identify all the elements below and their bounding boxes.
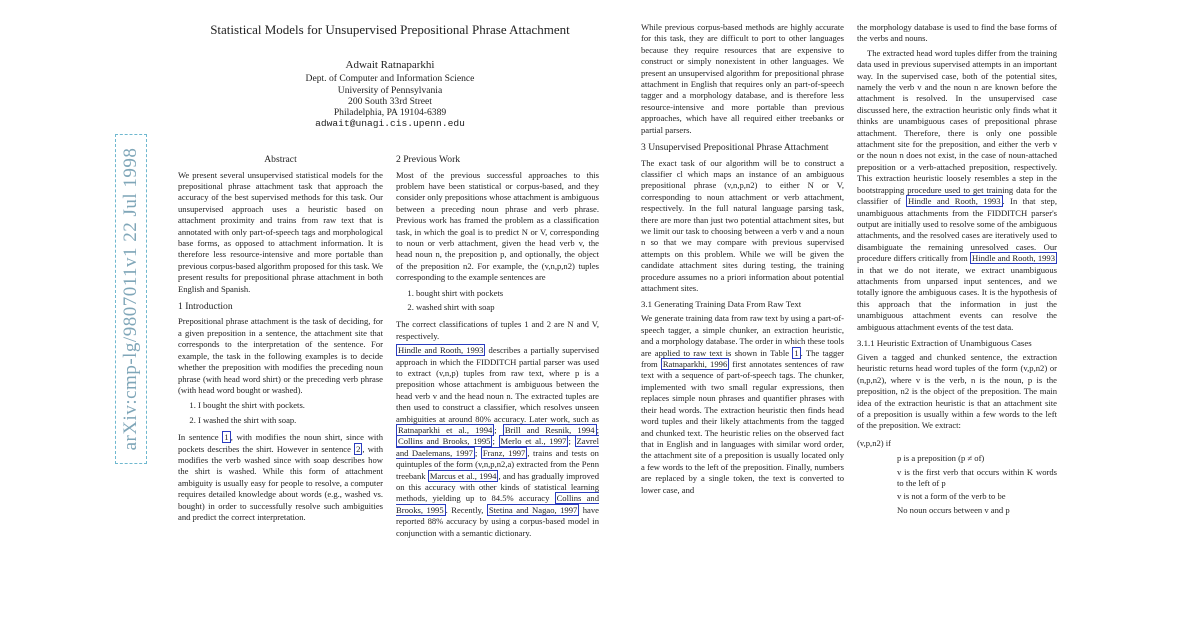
abstract-heading: Abstract	[264, 154, 297, 165]
citation-link[interactable]: Hindle and Rooth, 1993	[972, 253, 1056, 264]
citation-link[interactable]: Franz, 1997	[482, 447, 526, 458]
previous-paragraph-3: Hindle and Rooth, 1993 describes a partially supervised approach in which the FIDDITCH partial parser was used to extract (v,n,p) tuples from raw text, where p is a preposition whose attachment is ambiguous between the head verb v and the head noun n. The extracted tuples are then used to construct a classifier, which resolves unseen ambiguities at around 80% accuracy. Later work, such as Ratnaparkhi et al., 1994 ; Brill and Resnik, 1994 ; Collins and Brooks, 1995 ; Merlo et al., 1997 ; Zavrel and Daelemans, 1997 ; Franz, 1997 , trains and tests on quintuples of the form (v,n,p,n2,a) extracted from the Penn treebank Marcus et al., 1994 , and has gradually improved on this accuracy with other kinds of statistical learning methods, yielding up to 84.5% accuracy Collins and Brooks, 1995 . Recently, Stetina and Nagao, 1997 have reported 88% accuracy by using a corpus-based model in conjunction with a semantic dictionary.	[396, 345, 600, 538]
arxiv-id: arXiv:cmp-lg/9807011v1 22 Jul 1998	[120, 147, 141, 451]
previous-paragraph-1: Most of the previous successful approaches to this problem have been statistical or corpus-based, and they consider only prepositions whose attachment is ambiguous between a preceding noun phrase and verb phrase. Previous work has framed the problem as a classification task, in which the goal is to predict N or V, corresponding to noun or verb attachment, given the head verb v, the head noun n, the preposition p, and optionally, the object of the preposition n2. For example, the (v,n,p,n2) tuples corresponding to the example sentences are	[396, 169, 599, 283]
citation-link[interactable]: Zavrel and Daelemans, 1997	[396, 436, 599, 458]
tuple-2: 2. washed shirt with soap	[416, 302, 599, 313]
citation-link[interactable]: Ratnaparkhi et al., 1994	[398, 425, 493, 436]
author-email: adwait@unagi.cis.upenn.edu	[315, 118, 465, 130]
arxiv-watermark	[115, 134, 147, 464]
author-block	[190, 60, 590, 130]
tuple-1: 1. bought shirt with pockets	[416, 288, 599, 299]
extraction-rule: (v,p,n2) if	[857, 437, 892, 448]
example-ref-link[interactable]: 2	[356, 443, 361, 454]
column-1	[178, 148, 383, 526]
section-3-paragraph: The exact task of our algorithm will be to construct a classifier cl which maps an instance of an ambiguous prepositional phrase (v,n,p,n2) to either N or V, corresponding to noun attachment or verb attachment, respectively. In the full natural language parsing task, there are more than just two potential attachment sites, but we limit our task to choosing between a verb v and a noun n so that we may compare with previous supervised attempts on this problem. While we will be given the candidate attachment sites during testing, the training procedure assumes no a priori information about potential attachment sites.	[641, 157, 844, 294]
condition-item: v is not a form of the verb to be	[897, 491, 1006, 502]
citation-link[interactable]: Collins and Brooks, 1995	[398, 436, 491, 447]
author-street: 200 South 33rd Street	[348, 95, 432, 107]
example-ref-link[interactable]: 1	[224, 432, 229, 443]
col4-paragraph-3: Given a tagged and chunked sentence, the extraction heuristic returns head word tuples of the form (v,p,n2) or (n,p,n2), where v is the verb, n is the noun, p is the preposition, n2 is the object of the preposition. The main idea of the extraction heuristic is that an attachment site of a preposition is usually within a few words to the left of the preposition. We extract:	[857, 351, 1057, 431]
citation-link[interactable]: Marcus et al., 1994	[429, 470, 497, 481]
example-1: 1. I bought the shirt with pockets.	[198, 400, 383, 411]
intro-paragraph-1: Prepositional phrase attachment is the task of deciding, for a given preposition in a sentence, the attachment site that corresponds to the interpretation of the sentence. For example, the task in the following examples is to decide whether the preposition with modifies the preceding noun phrase (with head word shirt) or the preceding verb phrase (with head word bought or washed).	[178, 316, 383, 395]
author-univ: University of Pennsylvania	[337, 84, 443, 96]
previous-paragraph-2: The correct classifications of tuples 1 and 2 are N and V, respectively.	[396, 319, 599, 341]
intro-paragraph-2: In sentence 1 , with modifies the noun shirt, since with pockets describes the shirt. However in sentence 2 , with modifies the verb washed since with soap describes how the shirt is washed. While this form of attachment ambiguity is usually easy for people to resolve, a computer requires detailed knowledge about words (e.g., washed vs. bought) in order to successfully resolve such ambiguities and predict the correct interpretation.	[178, 432, 383, 522]
table-ref-link[interactable]: 1	[794, 347, 799, 358]
citation-link[interactable]: Brill and Resnik, 1994	[504, 425, 595, 436]
section-3-1-paragraph: We generate training data from raw text by using a part-of-speech tagger, a simple chunker, an extraction heuristic, and a morphology database. The order in which these tools are applied to raw text is shown in Table 1 . The tagger from Ratnaparkhi, 1996 first annotates sentences of raw text with a sequence of part-of-speech tags. The chunker, implemented with two small regular expressions, then replaces simple noun phrases and quantifier phrases with their head words. The extraction heuristic then finds head word tuples and their likely attachments from the tagged and chunked text. The heuristic relies on the observed fact that in English and in languages with similar word order, the attachment site of a preposition is usually located only a few words to the left of the preposition. Finally, numbers are replaced by a single token, the text is converted to lower case, and	[641, 313, 845, 495]
column-2	[396, 148, 599, 542]
condition-item: No noun occurs between v and p	[897, 504, 1010, 515]
author-city: Philadelphia, PA 19104-6389	[333, 107, 447, 119]
citation-link[interactable]: Hindle and Rooth, 1993	[908, 196, 1001, 207]
citation-link[interactable]: Ratnaparkhi, 1996	[662, 359, 728, 370]
condition-item: p is a preposition (p ≠ of)	[897, 453, 985, 464]
paper-title: Statistical Models for Unsupervised Prepositional Phrase Attachment	[210, 22, 570, 37]
col3-paragraph-1: While previous corpus-based methods are highly accurate for this task, they are difficult to port to other languages because they require resources that are expensive to construct or simply nonexistent in other languages. We present an unsupervised algorithm for prepositional phrase attachment in English that requires only an part-of-speech tagger and a morphology database, and is therefore less resource-intensive and more portable than previous approaches, which have all required either treebanks or partial parsers.	[641, 22, 844, 135]
section-3-heading: 3 Unsupervised Prepositional Phrase Attachment	[641, 142, 829, 154]
citation-link[interactable]: Merlo et al., 1997	[500, 436, 567, 447]
condition-item: v is the first verb that occurs within K words to the left of p	[897, 466, 1057, 489]
citation-link[interactable]: Collins and Brooks, 1995	[396, 493, 599, 515]
previous-work-heading: 2 Previous Work	[396, 154, 461, 165]
rule-conditions	[857, 453, 1057, 516]
column-3	[641, 22, 844, 499]
section-3-1-1-heading: 3.1.1 Heuristic Extraction of Unambiguous Cases	[857, 337, 1032, 348]
abstract-text: We present several unsupervised statistical models for the prepositional phrase attachment task that approach the accuracy of the best supervised methods for this task. Our unsupervised approach uses a heuristic based on attachment proximity and trains from raw text that is annotated with only part-of-speech tags and morphological base forms, as opposed to attachment information. It is therefore less resource-intensive and more portable than previous corpus-based algorithm proposed for this task. We present results for prepositional phrase attachment in both English and Spanish.	[178, 169, 383, 294]
author-name: Adwait Ratnaparkhi	[345, 59, 435, 71]
col4-paragraph-2: The extracted head word tuples differ from the training data used in previous supervised attempts in an important way. In the supervised case, both of the potential sites, namely the verb v and the noun n are known before the attachment is resolved. In the unsupervised case discussed here, the extraction heuristic only finds what it thinks are unambiguous cases of prepositional phrase attachment. Therefore, there is only one possible attachment site for the preposition, and either the verb v or the noun n does not exist, in the case of noun-attached preposition or a verb-attached preposition, respectively. This extraction heuristic loosely resembles a step in the bootstrapping procedure used to get training data for the classifier of Hindle and Rooth, 1993 . In that step, unambiguous attachments from the FIDDITCH parser's output are initially used to resolve some of the ambiguous attachments, and the resolved cases are iteratively used to disambiguate the remaining unresolved cases. Our procedure differs critically from Hindle and Rooth, 1993 in that we do not iterate, we extract unambiguous attachments from unparsed input sentences, and we totally ignore the ambiguous cases. It is the hypothesis of this approach that the information in just the unambiguous attachment events can resolve the ambiguous attachment events of the test data.	[857, 47, 1057, 332]
author-dept: Dept. of Computer and Information Science	[305, 73, 475, 85]
column-4	[857, 22, 1057, 519]
intro-heading: 1 Introduction	[178, 300, 233, 312]
col4-paragraph-1: the morphology database is used to find the base forms of the verbs and nouns.	[857, 22, 1057, 44]
tuple-list	[396, 288, 599, 314]
section-3-1-heading: 3.1 Generating Training Data From Raw Text	[641, 299, 802, 310]
example-list	[178, 400, 383, 426]
citation-link[interactable]: Stetina and Nagao, 1997	[488, 504, 578, 515]
example-2: 2. I washed the shirt with soap.	[198, 415, 383, 426]
citation-link[interactable]: Hindle and Rooth, 1993	[398, 345, 484, 356]
